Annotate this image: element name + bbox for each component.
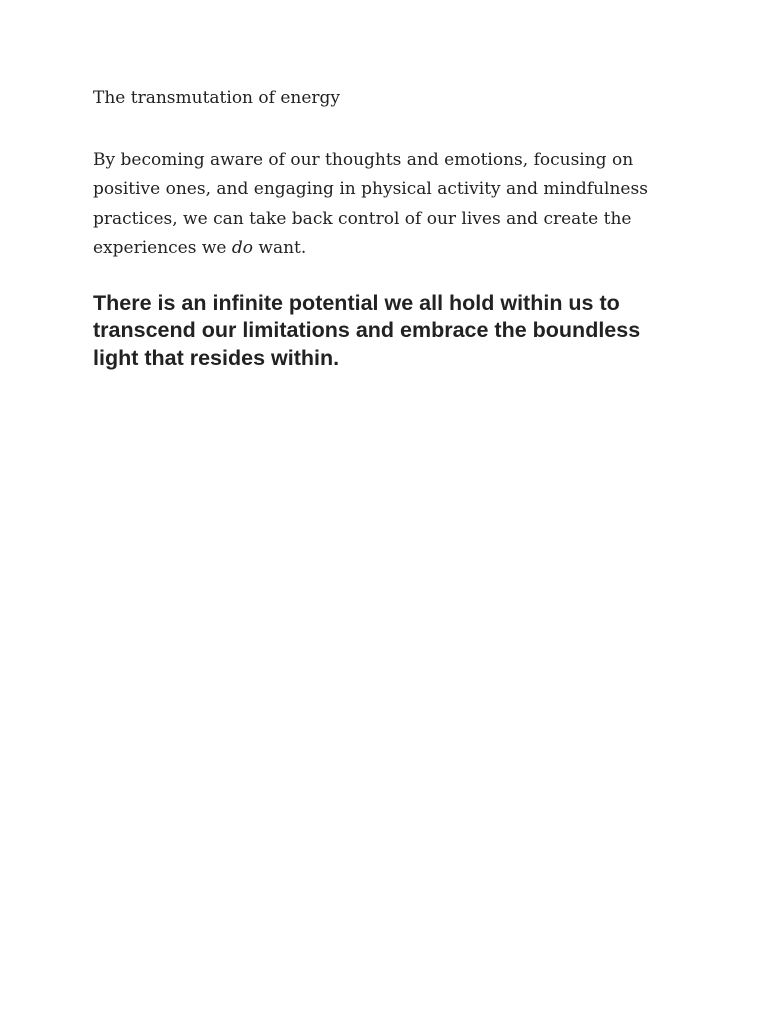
document-page: [93, 84, 683, 372]
paragraph-text-start: By becoming aware of our thoughts and emotions, focusing on positive ones, and engaging in physical activity and mindfulness practices, we can take back control of our lives and create the experiences we: [93, 150, 648, 258]
document-title: The transmutation of energy: [93, 88, 341, 108]
paragraph-text-end: want.: [253, 237, 307, 258]
body-paragraph: [93, 146, 683, 263]
pull-quote: There is an infinite potential we all hold within us to transcend our limitations and embrace the boundless light that resides within.: [93, 291, 641, 370]
paragraph-emphasis: do: [231, 237, 254, 258]
